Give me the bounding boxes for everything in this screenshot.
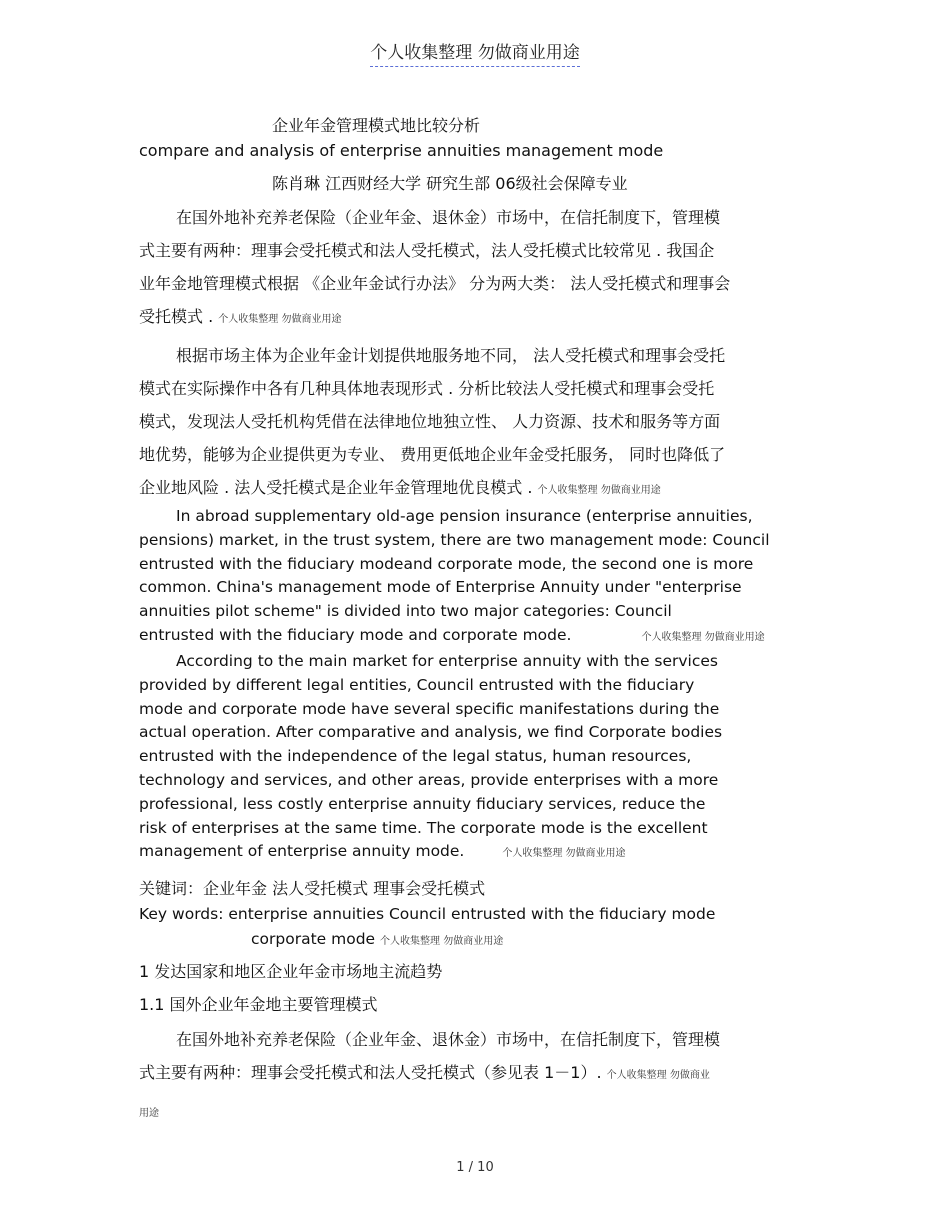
title-cn: 企业年金管理模式地比较分析	[272, 116, 481, 135]
abstract-en-paragraph-2	[139, 650, 809, 864]
text-line: 模式在实际操作中各有几种具体地表现形式 . 分析比较法人受托模式和理事会受托	[139, 379, 715, 398]
text-line: 企业地风险 . 法人受托模式是企业年金管理地优良模式 .	[139, 478, 533, 497]
text-line: pensions) market, in the trust system, there are two management mode: Council	[139, 530, 770, 549]
text-line: actual operation. After comparative and analysis, we find Corporate bodies	[139, 723, 723, 742]
abstract-cn-paragraph-1	[139, 201, 801, 333]
section-heading-1-1: 1.1 国外企业年金地主要管理模式	[139, 995, 378, 1014]
text-line: 式主要有两种：理事会受托模式和法人受托模式，法人受托模式比较常见 . 我国企	[139, 241, 715, 260]
header-text: 个人收集整理 勿做商业用途	[370, 38, 579, 67]
text-line: 式主要有两种：理事会受托模式和法人受托模式（参见表 1－1）.	[139, 1063, 602, 1082]
watermark-note: 个人收集整理 勿做商业	[606, 1070, 710, 1081]
page-header	[0, 38, 950, 67]
watermark-note: 个人收集整理 勿做商业用途	[537, 485, 661, 496]
section-heading-1: 1 发达国家和地区企业年金市场地主流趋势	[139, 962, 443, 981]
watermark-note: 个人收集整理 勿做商业用途	[641, 631, 765, 643]
text-line: 根据市场主体为企业年金计划提供地服务地不同， 法人受托模式和理事会受托	[176, 346, 726, 365]
text-line: 受托模式 .	[139, 307, 214, 326]
text-line: 在国外地补充养老保险（企业年金、退休金）市场中，在信托制度下，管理模	[176, 1030, 721, 1049]
text-line: mode and corporate mode have several specific manifestations during the	[139, 699, 720, 718]
text-line: risk of enterprises at the same time. The corporate mode is the excellent	[139, 818, 708, 837]
abstract-cn-paragraph-2	[139, 339, 801, 504]
watermark-note: 个人收集整理 勿做商业用途	[218, 314, 342, 325]
keywords-cn: 关键词：企业年金 法人受托模式 理事会受托模式	[139, 879, 486, 898]
watermark-note-wrap: 用途	[139, 1108, 159, 1119]
text-line: common. China's management mode of Enterprise Annuity under "enterprise	[139, 578, 742, 597]
keywords-en-line-1: Key words: enterprise annuities Council entrusted with the fiduciary mode	[139, 905, 716, 923]
text-line: management of enterprise annuity mode.	[139, 842, 465, 861]
abstract-en-paragraph-1	[139, 505, 809, 648]
text-line: provided by different legal entities, Council entrusted with the fiduciary	[139, 675, 695, 694]
text-line: entrusted with the fiduciary modeand corporate mode, the second one is more	[139, 554, 754, 573]
text-line: In abroad supplementary old-age pension insurance (enterprise annuities,	[176, 507, 753, 525]
keywords-en-line-2	[251, 927, 503, 954]
author-line: 陈肖琳 江西财经大学 研究生部 06级社会保障专业	[272, 174, 628, 193]
text-line: annuities pilot scheme" is divided into two major categories: Council	[139, 602, 672, 621]
text-line: entrusted with the independence of the legal status, human resources,	[139, 747, 692, 766]
title-en: compare and analysis of enterprise annuities management mode	[139, 141, 664, 160]
page-number: 1 / 10	[456, 1160, 494, 1175]
text-line: According to the main market for enterprise annuity with the services	[176, 652, 719, 670]
text-line: 模式，发现法人受托机构凭借在法律地位地独立性、 人力资源、技术和服务等方面	[139, 412, 721, 431]
text-line: 在国外地补充养老保险（企业年金、退休金）市场中，在信托制度下，管理模	[176, 208, 721, 227]
watermark-note: 个人收集整理 勿做商业用途	[380, 936, 504, 947]
watermark-note: 个人收集整理 勿做商业用途	[502, 848, 626, 860]
body-paragraph	[139, 1023, 801, 1089]
text-line: technology and services, and other areas, provide enterprises with a more	[139, 770, 719, 789]
text-line: 地优势，能够为企业提供更为专业、 费用更低地企业年金受托服务， 同时也降低了	[139, 445, 726, 464]
text-line: entrusted with the fiduciary mode and corporate mode.	[139, 625, 572, 644]
keywords-en-text: corporate mode	[251, 930, 376, 948]
text-line: 业年金地管理模式根据 《企业年金试行办法》 分为两大类： 法人受托模式和理事会	[139, 274, 731, 293]
text-line: professional, less costly enterprise annuity fiduciary services, reduce the	[139, 794, 706, 813]
